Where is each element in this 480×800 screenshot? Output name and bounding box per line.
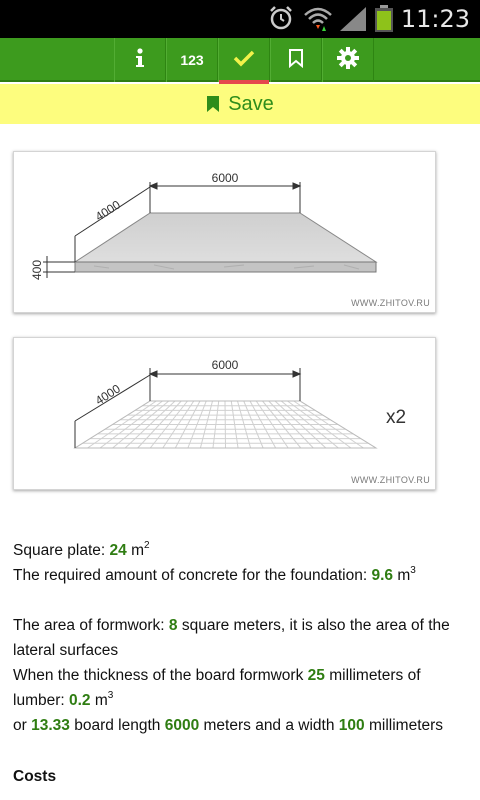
slab-diagram [13, 151, 436, 313]
clock: 11:23 [400, 5, 470, 33]
bookmark-icon [206, 95, 220, 113]
concrete-line: The required amount of concrete for the foundation: 9.6 $m^3$ [13, 565, 416, 584]
square-value: 24 [109, 542, 127, 559]
save-label: Save [228, 92, 274, 115]
toolbar-tabs [114, 38, 374, 82]
board-thickness-value: 25 [307, 667, 325, 684]
board-line: When the thickness of the board formwork 25 millimeters of lumber: 0.2 $m^3$ [13, 667, 421, 709]
watermark: WWW.ZHITOV.RU [351, 298, 430, 308]
board-width-value: 100 [338, 717, 365, 734]
concrete-value: 9.6 [371, 567, 394, 584]
grid-length-label: 6000 [211, 358, 239, 372]
board-count-value: 13.33 [31, 717, 70, 734]
status-bar [0, 0, 480, 38]
alarm-icon [268, 5, 294, 36]
board-length-value: 6000 [164, 717, 200, 734]
bookmark-icon [288, 48, 304, 73]
save-button[interactable] [0, 84, 480, 124]
battery-icon [374, 5, 394, 38]
numbers-icon: 123 [180, 52, 204, 68]
wifi-icon [303, 5, 333, 38]
board-count-line: or 13.33 board length 6000 meters and a width 100 millimeters [13, 717, 444, 734]
slab-length-label: 6000 [211, 171, 239, 185]
grid-width-label: 4000 [92, 381, 123, 408]
grid-multiplier-label: x2 [385, 407, 407, 428]
formwork-value: 8 [168, 617, 178, 634]
slab-width-label: 4000 [92, 197, 123, 224]
toolbar [0, 38, 480, 82]
tab-bookmark[interactable] [270, 38, 322, 82]
results-text [13, 538, 473, 738]
grid-diagram [13, 337, 436, 490]
check-icon [233, 49, 255, 72]
gear-icon [337, 47, 359, 74]
info-icon [134, 48, 146, 73]
slab-thickness-label: 400 [30, 259, 44, 281]
tab-numbers[interactable] [166, 38, 218, 82]
square-line: Square plate: 24 $m^2$ [13, 540, 150, 559]
tab-result[interactable] [218, 38, 270, 82]
lumber-value: 0.2 [69, 692, 91, 709]
tab-settings[interactable] [322, 38, 374, 82]
tab-info[interactable] [114, 38, 166, 82]
formwork-line: The area of formwork: 8 square meters, it is also the area of the lateral surfaces [13, 617, 450, 659]
signal-icon [338, 5, 368, 38]
costs-heading: Costs [13, 768, 57, 785]
watermark: WWW.ZHITOV.RU [351, 475, 430, 485]
